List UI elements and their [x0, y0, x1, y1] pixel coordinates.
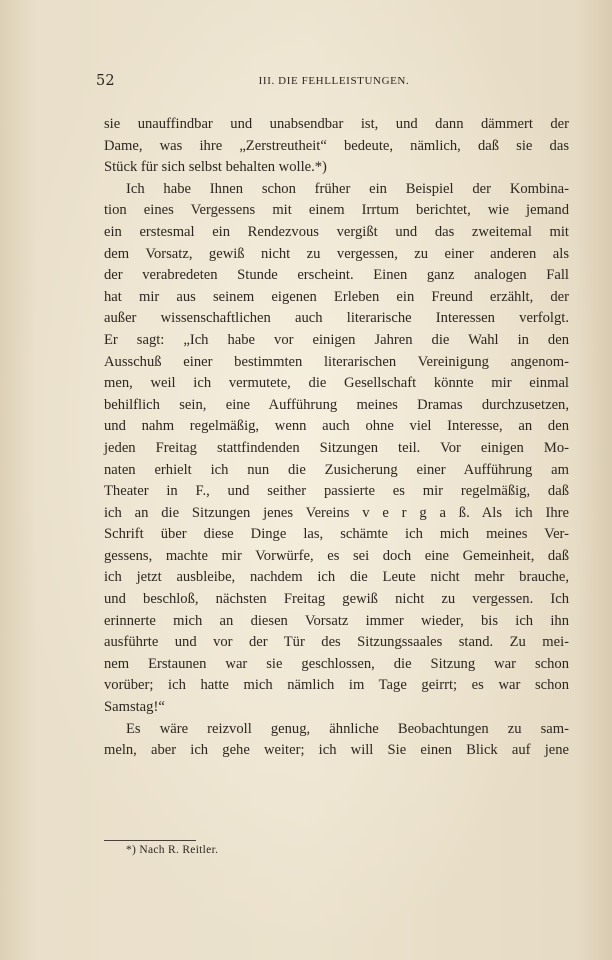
text-line: außer wissenschaftlichen auch literarische Interessen verfolgt. [104, 310, 569, 327]
text-line: Er sagt: „Ich habe vor einigen Jahren die Wahl in den [104, 331, 569, 348]
text-line: meln, aber ich gehe weiter; ich will Sie einen Blick auf jene [104, 742, 569, 759]
text-line: Theater in F., und seither passierte es mir regelmäßig, daß [104, 483, 569, 500]
text-line: Stück für sich selbst behalten wolle.*) [104, 159, 327, 176]
text-line: gessens, machte mir Vorwürfe, es sei doch eine Gemeinheit, daß [104, 547, 569, 564]
text-line: ich an die Sitzungen jenes Vereins v e r g a ß. Als ich Ihre [104, 504, 569, 521]
text-line: Ich habe Ihnen schon früher ein Beispiel der Kombina- [126, 180, 569, 197]
running-head: III. DIE FEHLLEISTUNGEN. [258, 75, 410, 87]
text-line: men, weil ich vermutete, die Gesellschaft könnte mir einmal [104, 375, 569, 392]
text-line: und beschloß, nächsten Freitag gewiß nicht zu vergessen. Ich [104, 591, 569, 608]
text-line: behilflich sein, eine Aufführung meines Dramas durchzusetzen, [104, 396, 569, 413]
text-line: der verabredeten Stunde erscheint. Einen ganz analogen Fall [104, 267, 569, 284]
footnote: *) Nach R. Reitler. [126, 844, 219, 856]
text-line: Es wäre reizvoll genug, ähnliche Beobachtungen zu sam- [126, 720, 569, 737]
page-header [96, 73, 572, 91]
text-line: nem Erstaunen war sie geschlossen, die Sitzung war schon [104, 655, 569, 672]
text-line: und nahm regelmäßig, wenn auch ohne viel Interesse, an den [104, 418, 569, 435]
text-line: dem Vorsatz, gewiß nicht zu vergessen, zu einer anderen als [104, 245, 569, 262]
text-line: erinnerte mich an diesen Vorsatz immer wieder, bis ich ihn [104, 612, 569, 629]
body-text [104, 114, 569, 762]
text-line: naten erhielt ich nun die Zusicherung einer Aufführung am [104, 461, 569, 478]
page-number: 52 [96, 73, 115, 89]
text-line: tion eines Vergessens mit einem Irrtum berichtet, wie jemand [104, 202, 569, 219]
text-line: sie unauffindbar und unabsendbar ist, und dann dämmert der [104, 116, 569, 132]
footnote-divider [104, 840, 196, 841]
text-line: Ausschuß einer bestimmten literarischen Vereinigung angenom- [104, 353, 569, 370]
text-line: ein erstesmal ein Rendezvous vergißt und das zweitemal mit [104, 223, 569, 240]
text-line: Schrift über diese Dinge las, schämte ich mich meines Ver- [104, 526, 569, 543]
text-line: vorüber; ich hatte mich nämlich im Tage geirrt; es war schon [104, 677, 569, 694]
text-line: Dame, was ihre „Zerstreutheit“ bedeute, nämlich, daß sie das [104, 137, 569, 154]
text-line: Samstag!“ [104, 699, 165, 716]
text-line: ausführte und vor der Tür des Sitzungssaales stand. Zu mei- [104, 634, 569, 651]
text-line: ich jetzt ausbleibe, nachdem ich die Leute nicht mehr brauche, [104, 569, 569, 586]
text-line: jeden Freitag stattfindenden Sitzungen teil. Vor einigen Mo- [104, 439, 569, 456]
text-line: hat mir aus seinem eigenen Erleben ein Freund erzählt, der [104, 288, 569, 305]
